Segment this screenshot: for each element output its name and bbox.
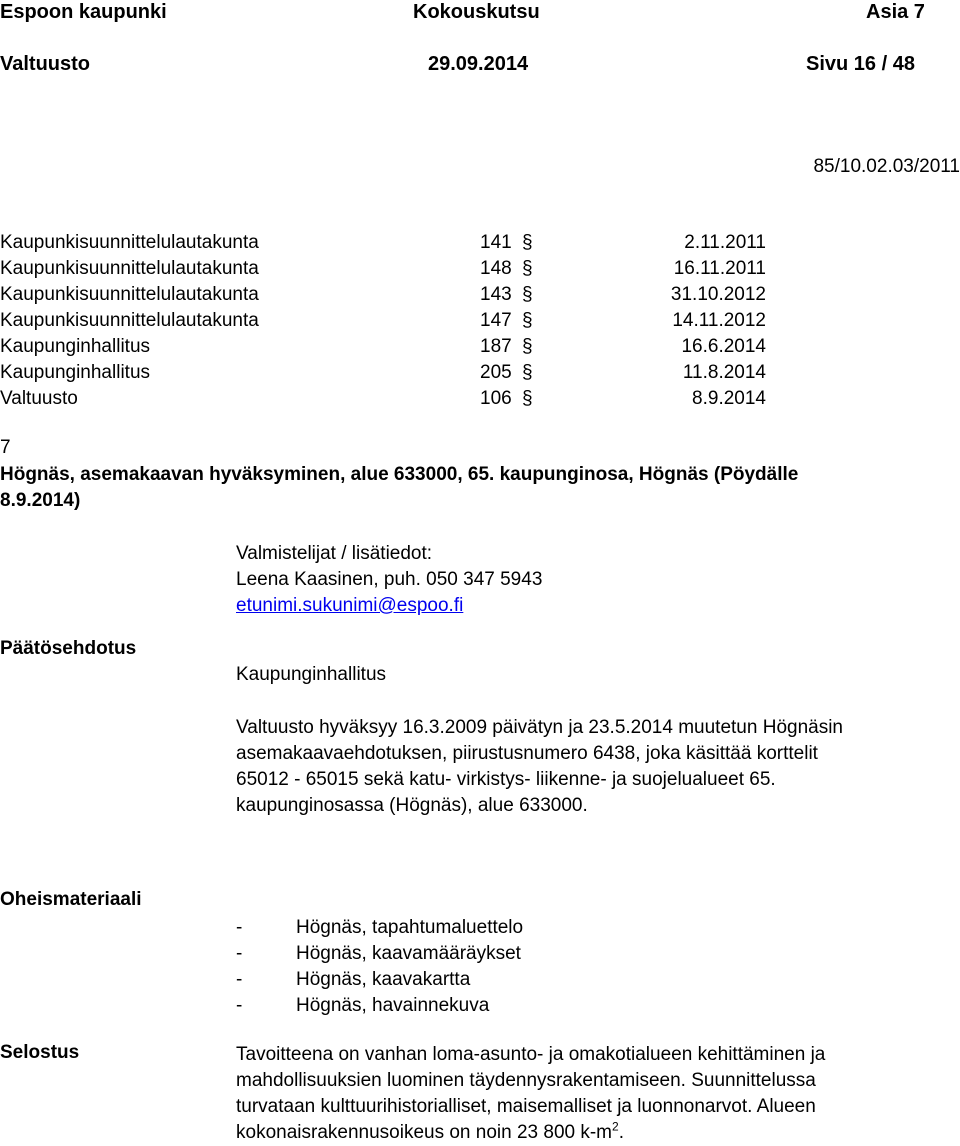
description-text-line: turvataan kulttuurihistorialliset, maisemalliset ja luonnonarvot. Alueen	[236, 1096, 816, 1117]
history-number: 147	[480, 310, 512, 331]
attachment-name: Högnäs, tapahtumaluettelo	[296, 917, 524, 938]
history-date: 16.11.2011	[673, 258, 766, 279]
description-text-line: mahdollisuuksien luominen täydennysrakentamiseen. Suunnittelussa	[236, 1070, 816, 1091]
history-number: 143	[480, 284, 512, 305]
history-date: 31.10.2012	[670, 284, 766, 305]
history-number: 141	[480, 232, 512, 253]
history-row	[0, 336, 960, 362]
history-row	[0, 258, 960, 284]
attachment-name: Högnäs, kaavakartta	[296, 969, 471, 990]
section-symbol: §	[522, 310, 533, 331]
preparer-email-link[interactable]: etunimi.sukunimi@espoo.fi	[236, 595, 464, 616]
proposal-label: Päätösehdotus	[0, 638, 137, 659]
header-date: 29.09.2014	[428, 53, 529, 75]
item-title-line-1: Högnäs, asemakaavan hyväksyminen, alue 633000, 65. kaupunginosa, Högnäs (Pöydälle	[0, 464, 799, 485]
item-title-line-2: 8.9.2014)	[0, 490, 81, 511]
proposal-proposer: Kaupunginhallitus	[236, 664, 387, 685]
superscript-exponent: 2	[612, 1119, 619, 1134]
history-number: 205	[480, 362, 512, 383]
section-symbol: §	[522, 284, 533, 305]
header-item: Asia 7	[866, 1, 925, 23]
history-date: 2.11.2011	[684, 232, 766, 253]
description-last-text: kokonaisrakennusoikeus on noin 23 800 k-m	[236, 1122, 613, 1143]
history-row	[0, 362, 960, 388]
section-symbol: §	[522, 258, 533, 279]
proposal-text-line: kaupunginosassa (Högnäs), alue 633000.	[236, 795, 588, 816]
history-row	[0, 388, 960, 414]
history-row	[0, 232, 960, 258]
description-last-line	[236, 1120, 825, 1146]
list-dash: -	[236, 917, 243, 938]
preparers-label: Valmistelijat / lisätiedot:	[236, 543, 433, 564]
history-row	[0, 284, 960, 310]
proposal-text	[236, 715, 843, 819]
history-body: Valtuusto	[0, 388, 78, 409]
preparer-contact: Leena Kaasinen, puh. 050 347 5943	[236, 569, 543, 590]
history-body: Kaupunginhallitus	[0, 362, 151, 383]
list-dash: -	[236, 995, 243, 1016]
section-symbol: §	[522, 232, 533, 253]
proposal-text-line: asemakaavaehdotuksen, piirustusnumero 6438, joka käsittää korttelit	[236, 743, 818, 764]
history-body: Kaupunkisuunnittelulautakunta	[0, 284, 259, 305]
history-number: 187	[480, 336, 512, 357]
list-dash: -	[236, 943, 243, 964]
history-body: Kaupunginhallitus	[0, 336, 151, 357]
header-org: Espoon kaupunki	[0, 1, 167, 23]
header-doc-type: Kokouskutsu	[413, 1, 540, 23]
preparers-block	[236, 541, 542, 619]
reference-number: 85/10.02.03/2011	[813, 156, 960, 177]
history-body: Kaupunkisuunnittelulautakunta	[0, 258, 259, 279]
header-body: Valtuusto	[0, 53, 91, 75]
section-symbol: §	[522, 362, 533, 383]
description-last-end: .	[618, 1122, 624, 1143]
description-text	[236, 1042, 825, 1146]
history-body: Kaupunkisuunnittelulautakunta	[0, 310, 259, 331]
item-number: 7	[0, 437, 11, 458]
history-row	[0, 310, 960, 336]
list-dash: -	[236, 969, 243, 990]
description-text-line: Tavoitteena on vanhan loma-asunto- ja omakotialueen kehittäminen ja	[236, 1044, 826, 1065]
description-label: Selostus	[0, 1042, 80, 1063]
section-symbol: §	[522, 336, 533, 357]
history-body: Kaupunkisuunnittelulautakunta	[0, 232, 259, 253]
header-page: Sivu 16 / 48	[806, 53, 915, 75]
history-date: 8.9.2014	[692, 388, 766, 409]
proposal-text-line: Valtuusto hyväksyy 16.3.2009 päivätyn ja 23.5.2014 muutetun Högnäsin	[236, 717, 843, 738]
history-date: 16.6.2014	[681, 336, 766, 357]
section-symbol: §	[522, 388, 533, 409]
history-number: 148	[480, 258, 512, 279]
history-date: 14.11.2012	[672, 310, 766, 331]
history-number: 106	[480, 388, 512, 409]
proposal-text-line: 65012 - 65015 sekä katu- virkistys- liikenne- ja suojelualueet 65.	[236, 769, 776, 790]
history-date: 11.8.2014	[682, 362, 766, 383]
attachment-name: Högnäs, havainnekuva	[296, 995, 490, 1016]
attachment-name: Högnäs, kaavamääräykset	[296, 943, 521, 964]
attachments-label: Oheismateriaali	[0, 889, 142, 910]
